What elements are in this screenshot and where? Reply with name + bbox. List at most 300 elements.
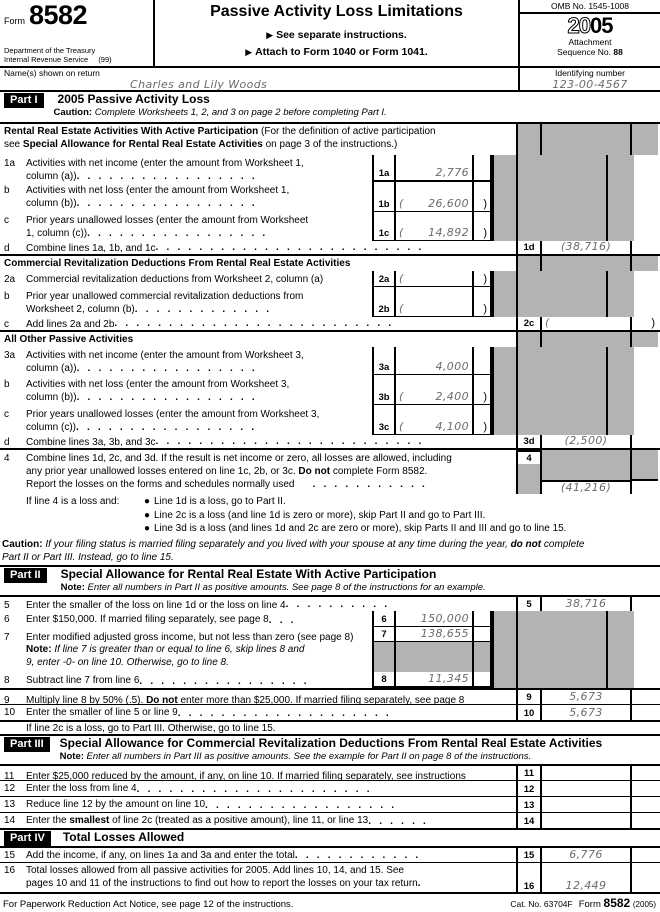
arrow-right-icon: ▶ [266, 30, 274, 40]
line-12-value[interactable] [542, 781, 632, 796]
line-15-label [0, 848, 516, 862]
line-1c-inner-box[interactable] [372, 211, 492, 241]
rental-heading-bold2: Special Allowance for Rental Real Estate Activities [22, 139, 263, 150]
line-14-label [0, 813, 516, 828]
line-7-inner-box[interactable] [372, 627, 492, 642]
line-7-right-cents-spacer [608, 627, 634, 642]
line-1b-dots: . . . . . . . . . . . . . . . . . [76, 199, 258, 209]
line-8-text: Subtract line 7 from line 6 [26, 675, 140, 686]
line-4-text-1: Combine lines 1d, 2c, and 3d. If the result is net income or zero, all losses are allowed, including [26, 453, 452, 464]
line-3a-text-2: column (a)) [26, 363, 77, 374]
line-3c-dots: . . . . . . . . . . . . . . . . . [76, 423, 257, 433]
all-other-heading-text [0, 332, 516, 347]
line-14-text-c: of line 2c (treated as a positive amount), line 11, or line 13 [109, 815, 369, 826]
line-7-right-num-spacer [492, 627, 518, 642]
line-2b-text-2: Worksheet 2, column (b) [26, 304, 135, 315]
line-3c-value: 4,100 [435, 420, 469, 433]
line-2c-paren-right: ) [651, 317, 655, 329]
line-13-dots: . . . . . . . . . . . . . . . . . . [205, 801, 397, 811]
line-7-cents [474, 627, 490, 641]
line-12-number: 12 [4, 783, 16, 794]
line-13-number: 13 [4, 799, 16, 810]
line-1c-right-amt-spacer [518, 211, 608, 241]
part-3-note-text: Enter all numbers in Part III as positive amounts. See the example for Part II on page 8 of the instructions. [86, 751, 532, 762]
line-16-box-label: 16 [523, 881, 535, 892]
line-3c-number: c [4, 409, 9, 420]
omb-number: OMB No. 1545-1008 [520, 0, 660, 14]
line-3d-box-label: 3d [516, 435, 542, 448]
line-7-right-amt-spacer [518, 627, 608, 642]
line-12-box-label: 12 [516, 781, 542, 796]
line-10-dots: . . . . . . . . . . . . . . . . . . . . [177, 709, 392, 719]
line-1a-dots: . . . . . . . . . . . . . . . . . [76, 172, 258, 182]
line-6-box-label: 6 [374, 611, 396, 626]
line-1d-row [0, 241, 660, 256]
line-1b-box-label: 1b [374, 182, 396, 211]
rental-heading-cents-spacer [632, 124, 658, 155]
identifying-number-value: 123-00-4567 [552, 78, 628, 91]
line-10-row [0, 704, 660, 720]
line-3d-cents[interactable] [632, 435, 658, 448]
line-2b-right-num-spacer [492, 287, 518, 317]
line-2a-right-amt-spacer [518, 271, 608, 287]
line-2b-label [0, 287, 372, 317]
line-8-right-cents-spacer [608, 672, 634, 688]
line-14-smallest: smallest [69, 815, 110, 826]
line-13-box-label: 13 [516, 797, 542, 812]
line-16-label [0, 863, 516, 892]
line-16-number: 16 [4, 865, 16, 876]
part-3-title: Special Allowance for Commercial Revitalization Deductions From Rental Real Estate Activities [59, 736, 603, 750]
line-2a-right-cents-spacer [608, 271, 634, 287]
line-4-text-2a: any prior year unallowed losses entered on line 1c, 2b, or 3c. [26, 466, 299, 477]
line-3d-text: Combine lines 3a, 3b, and 3c [26, 437, 156, 448]
line-16-dots: . [417, 879, 424, 889]
all-other-heading-label: All Other Passive Activities [4, 334, 134, 345]
line-1b-text-2: column (b)) [26, 198, 77, 209]
line-12-cents[interactable] [632, 781, 658, 796]
line-1a-right-num-spacer [492, 155, 518, 181]
part-2-tag: Part II [4, 568, 47, 583]
tax-year-outline: 20 [567, 13, 590, 38]
line-6-number: 6 [4, 614, 10, 625]
part-2-trailer-text: If line 2c is a loss, go to Part III. Otherwise, go to line 15. [26, 723, 276, 734]
line-7-note-right-cents-spacer [608, 642, 634, 672]
line-1a-right-cents-spacer [608, 155, 634, 181]
line-15-dots: . . . . . . . . . . . . [294, 851, 421, 861]
line-9-text-a: Multiply line 8 by 50% (.5). [26, 695, 147, 706]
form-identity-block [0, 0, 155, 66]
line-14-value[interactable] [542, 813, 632, 828]
line-2a-text: Commercial revitalization deductions from Worksheet 2, column (a) [26, 274, 324, 285]
department-line-2: Internal Revenue Service [4, 55, 89, 64]
line-11-cents[interactable] [632, 766, 658, 780]
line-4-text-2c: complete Form 8582. [330, 466, 428, 477]
line-3b-paren-right: ) [483, 391, 487, 403]
line-6-dots: . . . [268, 616, 297, 626]
line-6-cents [474, 611, 490, 626]
line-2b-paren-left: ( [399, 302, 404, 315]
line-12-row [0, 780, 660, 796]
line-7-note-text-1: If line 7 is greater than or equal to line 6, skip lines 8 and [54, 644, 305, 655]
line-6-right-num-spacer [492, 611, 518, 627]
caution-2-text-1: If your filing status is married filing separately and you lived with your spouse at any time during the year, [45, 539, 511, 550]
line-7-row [0, 627, 660, 642]
line-3a-right-amt-spacer [518, 347, 608, 375]
line-1b-row [0, 181, 660, 211]
line-9-cents[interactable] [632, 690, 658, 704]
line-14-box-label: 14 [516, 813, 542, 828]
rental-heading-section [0, 122, 660, 155]
line-1c-row [0, 211, 660, 241]
line-3a-number: 3a [4, 350, 16, 361]
line-11-box-label: 11 [516, 766, 542, 780]
line-1c-paren-left: ( [399, 226, 404, 239]
line-2a-inner-box[interactable] [372, 271, 492, 287]
line-7-text: Enter modified adjusted gross income, but not less than zero (see page 8) [26, 632, 354, 643]
line-3a-right-num-spacer [492, 347, 518, 375]
line-1c-right-cents-spacer [608, 211, 634, 241]
line-7-number: 7 [4, 632, 10, 643]
part-3-note [60, 751, 603, 763]
line-4-conditions [0, 494, 660, 538]
line-7-box-label: 7 [374, 627, 396, 641]
line-1c-value-wrap [396, 212, 474, 240]
line-8-inner-box[interactable] [372, 672, 492, 688]
line-11-text: Enter $25,000 reduced by the amount, if any, on line 10. If married filing separately, see instructions [26, 771, 466, 782]
line-12-dots: . . . . . . . . . . . . . . . . . . . . . . [136, 785, 373, 795]
line-2a-right-num-spacer [492, 271, 518, 287]
line-14-row [0, 812, 660, 828]
commercial-heading-text [0, 256, 516, 271]
line-14-cents[interactable] [632, 813, 658, 828]
line-1c-dots: . . . . . . . . . . . . . . . . . [87, 229, 268, 239]
line-11-row [0, 764, 660, 780]
line-1b-value: 26,600 [428, 197, 469, 210]
line-6-right-amt-spacer [518, 611, 608, 627]
line-3c-row [0, 405, 660, 435]
name-row [0, 68, 660, 92]
line-14-text-a: Enter the [26, 815, 70, 826]
line-3c-cents [474, 405, 490, 434]
line-10-box-label: 10 [516, 705, 542, 720]
line-1b-paren-right: ) [483, 198, 487, 210]
line-16-row [0, 862, 660, 892]
rental-heading-tail: on page 3 of the instructions.) [262, 139, 398, 150]
line-1a-text-2: column (a)) [26, 171, 77, 182]
line-1d-cents[interactable] [632, 241, 658, 254]
line-1b-inner-box[interactable] [372, 181, 492, 211]
form-word-label: Form [4, 16, 25, 26]
line-2a-label [0, 271, 372, 287]
line-3b-box-label: 3b [374, 375, 396, 404]
line-8-right-amt-spacer [518, 672, 608, 688]
see-instructions-text: See separate instructions. [276, 29, 407, 41]
line-3c-paren-right: ) [483, 421, 487, 433]
line-2c-number: c [4, 319, 9, 330]
line-3b-paren-left: ( [399, 390, 404, 403]
part-2-trailer-row [0, 720, 660, 734]
line-8-right-num-spacer [492, 672, 518, 688]
line-3c-value-wrap [396, 405, 474, 434]
line-11-value[interactable] [542, 766, 632, 780]
line-3b-cents [474, 375, 490, 404]
line-16-cents[interactable] [632, 863, 658, 892]
line-7-note-text-2: 9, enter -0- on line 10. Otherwise, go to line 8. [26, 657, 229, 668]
line-5-text: Enter the smaller of the loss on line 1d or the loss on line 4 [26, 600, 286, 611]
line-16-text-1: Total losses allowed from all passive activities for 2005. Add lines 10, 14, and 15. See [26, 865, 404, 876]
part-3-tag: Part III [4, 737, 50, 752]
line-4-amt-col [542, 450, 632, 494]
line-2c-cents [632, 317, 658, 330]
line-13-value[interactable] [542, 797, 632, 812]
line-8-row [0, 672, 660, 688]
line-4-cond-lead: If line 4 is a loss and: [26, 496, 120, 507]
rental-heading-amt-spacer [542, 124, 632, 155]
form-title-block [155, 0, 520, 66]
line-3c-right-num-spacer [492, 405, 518, 435]
line-1b-paren-left: ( [399, 197, 404, 210]
line-1c-text-1: Prior years unallowed losses (enter the amount from Worksheet [26, 215, 309, 226]
part-1-caution-text: Complete Worksheets 1, 2, and 3 on page 2 before completing Part I. [94, 107, 387, 118]
all-other-amt-spacer [542, 332, 632, 347]
line-4-cents-col [632, 450, 658, 494]
line-1a-inner-box[interactable] [372, 155, 492, 181]
line-9-label [0, 690, 516, 704]
line-1c-box-label: 1c [374, 212, 396, 240]
tax-year [520, 15, 660, 37]
line-3b-right-amt-spacer [518, 375, 608, 405]
line-4-dots: . . . . . . . . . . . [312, 480, 428, 490]
line-2b-text-1: Prior year unallowed commercial revitalization deductions from [26, 291, 304, 302]
line-7-note-inner-amt-spacer [396, 642, 474, 672]
line-1c-right-num-spacer [492, 211, 518, 241]
line-1c-value: 14,892 [428, 226, 469, 239]
line-10-label [0, 705, 516, 720]
line-3b-right-cents-spacer [608, 375, 634, 405]
line-3a-text-1: Activities with net income (enter the amount from Worksheet 3, [26, 350, 304, 361]
line-1c-text-2: 1, column (c)) [26, 228, 88, 239]
sequence-block [520, 47, 660, 57]
part-4-bar [0, 828, 660, 846]
line-7-note-inner-cents-spacer [474, 642, 490, 672]
line-5-value: 38,716 [542, 597, 632, 611]
part-4-tag: Part IV [4, 831, 51, 846]
line-7-note-block [0, 642, 372, 672]
arrow-right-icon-2: ▶ [245, 47, 253, 57]
line-3b-inner-box[interactable] [372, 375, 492, 405]
line-8-number: 8 [4, 675, 10, 686]
rental-heading-rest: (For the definition of active participation [261, 126, 436, 137]
caution-2-label: Caution: [2, 539, 43, 550]
attach-to-text: Attach to Form 1040 or Form 1041. [255, 46, 428, 58]
line-3c-right-amt-spacer [518, 405, 608, 435]
line-3a-dots: . . . . . . . . . . . . . . . . . [76, 364, 258, 374]
line-6-value: 150,000 [396, 611, 474, 626]
line-3c-inner-box[interactable] [372, 405, 492, 435]
line-2c-value-wrap[interactable] [542, 317, 632, 330]
caution-2-text-2: Part II or Part III. Instead, go to line 15. [2, 552, 174, 563]
line-1a-text-1: Activities with net income (enter the amount from Worksheet 1, [26, 158, 304, 169]
line-13-cents[interactable] [632, 797, 658, 812]
identifying-number-label: Identifying number [555, 68, 625, 78]
line-4-value: (41,216) [542, 480, 630, 494]
line-2a-box-label: 2a [374, 271, 396, 286]
line-4-cents[interactable] [632, 479, 658, 494]
line-3a-label [0, 347, 372, 375]
part-3-bar [0, 734, 660, 764]
line-13-row [0, 796, 660, 812]
line-8-dots: . . . . . . . . . . . . . . . . [139, 677, 310, 687]
name-field-cell[interactable] [0, 68, 520, 90]
rental-heading-text [0, 124, 516, 155]
line-4-text-2b: Do not [298, 466, 331, 477]
form-footer [0, 892, 660, 910]
line-2b-inner-box[interactable] [372, 287, 492, 317]
line-5-label [0, 597, 516, 611]
line-6-inner-box[interactable] [372, 611, 492, 627]
line-1a-row [0, 155, 660, 181]
line-9-box-label: 9 [516, 690, 542, 704]
line-5-number: 5 [4, 600, 10, 611]
line-7-note-inner-spacer [372, 642, 492, 672]
form-header [0, 0, 660, 68]
line-2b-row [0, 287, 660, 317]
line-15-row [0, 846, 660, 862]
line-1b-value-wrap [396, 182, 474, 211]
line-1b-cents [474, 182, 490, 211]
line-1d-value: (38,716) [542, 241, 632, 254]
part-2-title: Special Allowance for Rental Real Estate With Active Participation [60, 567, 437, 581]
line-5-cents[interactable] [632, 597, 658, 611]
line-10-cents[interactable] [632, 705, 658, 720]
sequence-label: Sequence No. [557, 47, 612, 57]
line-3c-text-2: column (c)) [26, 422, 77, 433]
line-2b-number: b [4, 291, 10, 302]
bullet-icon-1: ● [144, 496, 151, 507]
line-9-number: 9 [4, 695, 10, 706]
rental-heading-num-spacer [516, 124, 542, 155]
all-other-heading-row [0, 332, 660, 347]
catalog-number: Cat. No. 63704F [510, 899, 573, 909]
commercial-heading-amt-spacer [542, 256, 632, 271]
line-10-text: Enter the smaller of line 5 or line 9 [26, 707, 178, 718]
line-16-amt-col [542, 863, 632, 892]
line-7-note-label: Note: [26, 644, 52, 655]
line-16-value: 12,449 [565, 879, 607, 892]
identifying-number-cell[interactable] [520, 68, 660, 90]
line-1d-label [0, 241, 516, 254]
line-15-box-label: 15 [516, 848, 542, 862]
all-other-cents-spacer [632, 332, 658, 347]
line-1b-text-1: Activities with net loss (enter the amount from Worksheet 1, [26, 185, 290, 196]
caution-2-block [0, 538, 660, 565]
line-1a-value: 2,776 [396, 155, 474, 180]
part-4-title: Total Losses Allowed [62, 830, 185, 844]
sequence-number: 88 [613, 47, 623, 57]
line-2b-box-label: 2b [374, 287, 396, 316]
department-paren: (99) [98, 55, 112, 64]
line-4-text-3: Report the losses on the forms and schedules normally used [26, 479, 295, 490]
line-4-num-col [516, 450, 542, 494]
part-3-note-label: Note: [59, 751, 84, 762]
line-1d-box-label: 1d [516, 241, 542, 254]
part-2-bar [0, 565, 660, 595]
part-2-note [61, 582, 486, 594]
line-2a-paren-right: ) [483, 273, 487, 285]
line-4-conditions-block [0, 494, 660, 538]
line-6-row [0, 611, 660, 627]
line-9-row [0, 688, 660, 704]
footer-form-id [579, 896, 660, 910]
line-2c-box-label: 2c [516, 317, 542, 330]
part-1-caution-label: Caution: [53, 107, 93, 118]
line-8-label [0, 672, 372, 688]
line-2b-dots: . . . . . . . . . . . . . [134, 305, 272, 315]
form-number: 8582 [29, 0, 88, 30]
line-4-number: 4 [4, 453, 10, 464]
line-11-number: 11 [4, 771, 15, 782]
line-2b-right-amt-spacer [518, 287, 608, 317]
bullet-icon-2: ● [144, 509, 151, 521]
line-2c-dots: . . . . . . . . . . . . . . . . . . . . . . . . . . [114, 319, 394, 329]
line-3b-row [0, 375, 660, 405]
commercial-heading-cents-spacer [632, 256, 658, 271]
page-title: Passive Activity Loss Limitations [210, 3, 463, 20]
line-3a-box-label: 3a [374, 347, 396, 374]
commercial-heading-num-spacer [516, 256, 542, 271]
all-other-num-spacer [516, 332, 542, 347]
line-1d-text: Combine lines 1a, 1b, and 1c [26, 243, 156, 254]
line-3a-inner-box[interactable] [372, 347, 492, 375]
attachment-label: Attachment [568, 37, 612, 47]
line-2a-paren-left: ( [399, 272, 404, 285]
line-15-cents[interactable] [632, 848, 658, 862]
rental-heading-see: see [4, 139, 23, 150]
line-4-row [0, 450, 660, 494]
line-6-text: Enter $150,000. If married filing separately, see page 8 [26, 614, 269, 625]
line-3c-box-label: 3c [374, 405, 396, 434]
line-1a-number: 1a [4, 158, 16, 169]
line-12-text: Enter the loss from line 4 [26, 783, 137, 794]
line-6-right-cents-spacer [608, 611, 634, 627]
name-field-label: Name(s) shown on return [4, 68, 100, 78]
line-3c-text-1: Prior years unallowed losses (enter the amount from Worksheet 3, [26, 409, 320, 420]
line-2c-text: Add lines 2a and 2b [26, 319, 115, 330]
line-7-value: 138,655 [396, 627, 474, 641]
line-3b-value: 2,400 [435, 390, 469, 403]
line-5-row [0, 595, 660, 611]
line-3a-cents [474, 347, 490, 374]
line-3d-value: (2,500) [542, 435, 632, 448]
line-8-box-label: 8 [374, 672, 396, 686]
department-block [4, 46, 112, 64]
line-3b-dots: . . . . . . . . . . . . . . . . . [76, 393, 258, 403]
line-3b-text-1: Activities with net loss (enter the amount from Worksheet 3, [26, 379, 290, 390]
line-2b-value-wrap [396, 287, 474, 316]
part-2-note-text: Enter all numbers in Part II as positive amounts. See page 8 of the instructions for an example. [87, 582, 486, 593]
line-1a-label [0, 155, 372, 181]
line-2b-right-cents-spacer [608, 287, 634, 317]
department-line-1: Department of the Treasury [4, 46, 96, 55]
line-3b-label [0, 375, 372, 405]
rental-heading-bold: Rental Real Estate Activities With Active Participation [4, 126, 259, 137]
paperwork-notice: For Paperwork Reduction Act Notice, see page 12 of the instructions. [3, 899, 294, 910]
line-5-box-label: 5 [516, 597, 542, 611]
line-2c-label [0, 317, 516, 330]
footer-form-number: 8582 [603, 896, 631, 910]
line-7-note-row [0, 642, 660, 672]
